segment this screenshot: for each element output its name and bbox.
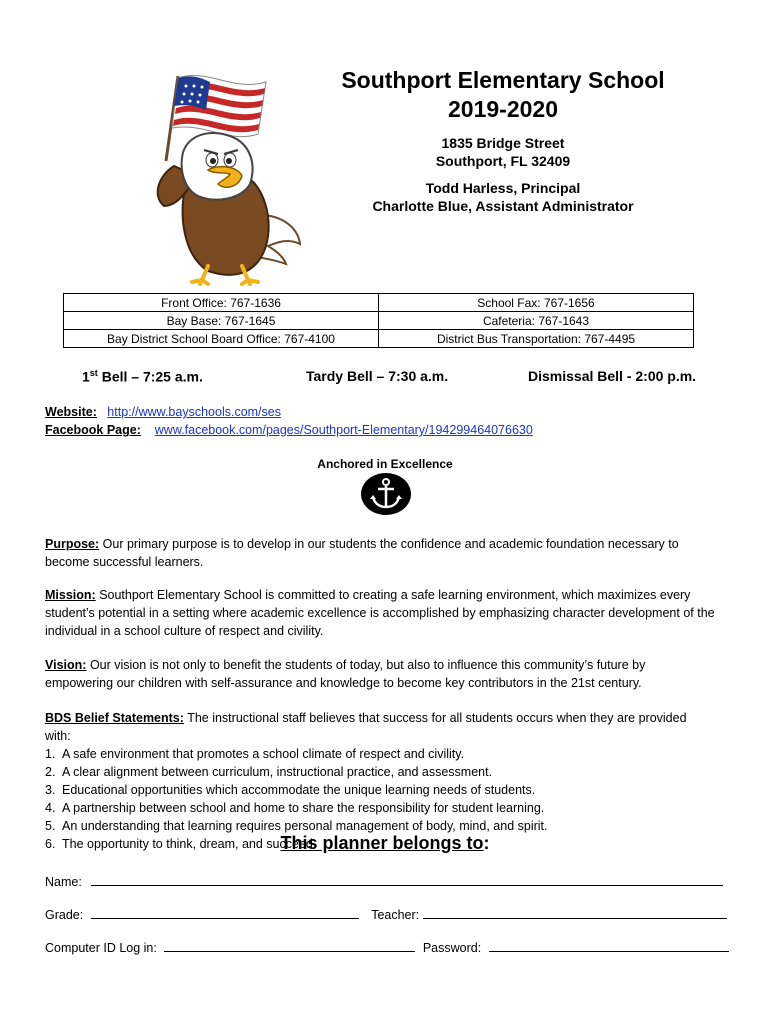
first-bell-ordinal: st [89, 368, 98, 378]
first-bell-text: Bell – 7:25 a.m. [97, 368, 203, 385]
school-year: 2019-2020 [448, 96, 558, 122]
anchor-icon [361, 473, 411, 515]
eagle-mascot-icon [138, 66, 306, 286]
motto: Anchored in Excellence [317, 457, 453, 471]
facebook-line [45, 421, 533, 439]
planner-owner-colon: : [483, 833, 490, 853]
list-item: 6. The opportunity to think, dream, and succeed. [45, 837, 317, 851]
vision-paragraph [45, 656, 715, 692]
planner-owner-title: This planner belongs to [280, 833, 484, 853]
table-row [64, 294, 694, 312]
grade-label: Grade: [45, 908, 84, 922]
name-row [45, 874, 723, 889]
belief-statements [45, 709, 715, 853]
assistant-administrator: Charlotte Blue, Assistant Administrator [372, 198, 634, 214]
first-bell-number: 1 [82, 368, 90, 385]
website-label: Website: [45, 405, 97, 419]
facebook-label: Facebook Page: [45, 423, 141, 437]
table-cell: Front Office: 767-1636 [64, 294, 379, 312]
login-row [45, 940, 729, 955]
administrators [300, 179, 706, 215]
list-item: 4. A partnership between school and home to share the responsibility for student learning. [45, 801, 545, 815]
password-field[interactable] [489, 940, 729, 952]
school-address [300, 134, 706, 170]
vision-label: Vision: [45, 658, 87, 672]
beliefs-label: BDS Belief Statements: [45, 711, 184, 725]
belief-intro-line [45, 709, 715, 745]
address-line-2: Southport, FL 32409 [435, 153, 571, 169]
tardy-bell: Tardy Bell – 7:30 a.m. [306, 368, 449, 384]
table-cell: Bay District School Board Office: 767-4100 [64, 330, 379, 348]
table-cell: School Fax: 767-1656 [379, 294, 694, 312]
american-flag-icon [172, 76, 266, 137]
first-bell [82, 368, 203, 385]
facebook-link[interactable]: www.facebook.com/pages/Southport-Elementary/194299464076630 [154, 423, 533, 437]
list-item: 2. A clear alignment between curriculum, instructional practice, and assessment. [45, 765, 493, 779]
name-field[interactable] [91, 874, 723, 886]
table-cell: Bay Base: 767-1645 [64, 312, 379, 330]
beliefs-intro: The instructional staff believes that success for all students occurs when they are provided with: [45, 711, 687, 743]
school-name: Southport Elementary School [341, 67, 665, 93]
list-item: 3. Educational opportunities which accommodate the unique learning needs of students. [45, 783, 536, 797]
mission-text: Southport Elementary School is committed to creating a safe learning environment, which maximizes every student’s potential in a setting where academic excellence is accomplished by emphasizing character development of the individual in a school culture of respect and civility. [45, 588, 715, 638]
table-row [64, 330, 694, 348]
table-row [64, 312, 694, 330]
mission-label: Mission: [45, 588, 96, 602]
table-cell: Cafeteria: 767-1643 [379, 312, 694, 330]
table-cell: District Bus Transportation: 767-4495 [379, 330, 694, 348]
dismissal-bell: Dismissal Bell - 2:00 p.m. [528, 368, 697, 384]
computer-id-field[interactable] [164, 940, 415, 952]
teacher-field[interactable] [423, 907, 727, 919]
website-line [45, 403, 533, 421]
school-header [300, 66, 706, 215]
grade-teacher-row [45, 907, 727, 922]
purpose-text: Our primary purpose is to develop in our students the confidence and academic foundation necessary to become successful learners. [45, 537, 679, 569]
list-item: 1. A safe environment that promotes a school climate of respect and civility. [45, 747, 465, 761]
purpose-label: Purpose: [45, 537, 100, 551]
name-label: Name: [45, 875, 82, 889]
contacts-table [63, 293, 694, 348]
website-link[interactable]: http://www.bayschools.com/ses [107, 405, 281, 419]
list-item: 5. An understanding that learning requires personal management of body, mind, and spirit. [45, 819, 548, 833]
teacher-label: Teacher: [371, 908, 420, 922]
address-line-1: 1835 Bridge Street [441, 135, 565, 151]
links-section [45, 403, 533, 439]
password-label: Password: [422, 941, 482, 955]
purpose-paragraph [45, 535, 715, 571]
principal: Todd Harless, Principal [425, 180, 581, 196]
mission-paragraph [45, 586, 715, 640]
vision-text: Our vision is not only to benefit the students of today, but also to influence this community’s future by empowering our children with self-assurance and knowledge to become key contributors in the 21st century. [45, 658, 646, 690]
grade-field[interactable] [91, 907, 359, 919]
computer-id-label: Computer ID Log in: [45, 941, 157, 955]
planner-owner-heading [0, 833, 770, 854]
